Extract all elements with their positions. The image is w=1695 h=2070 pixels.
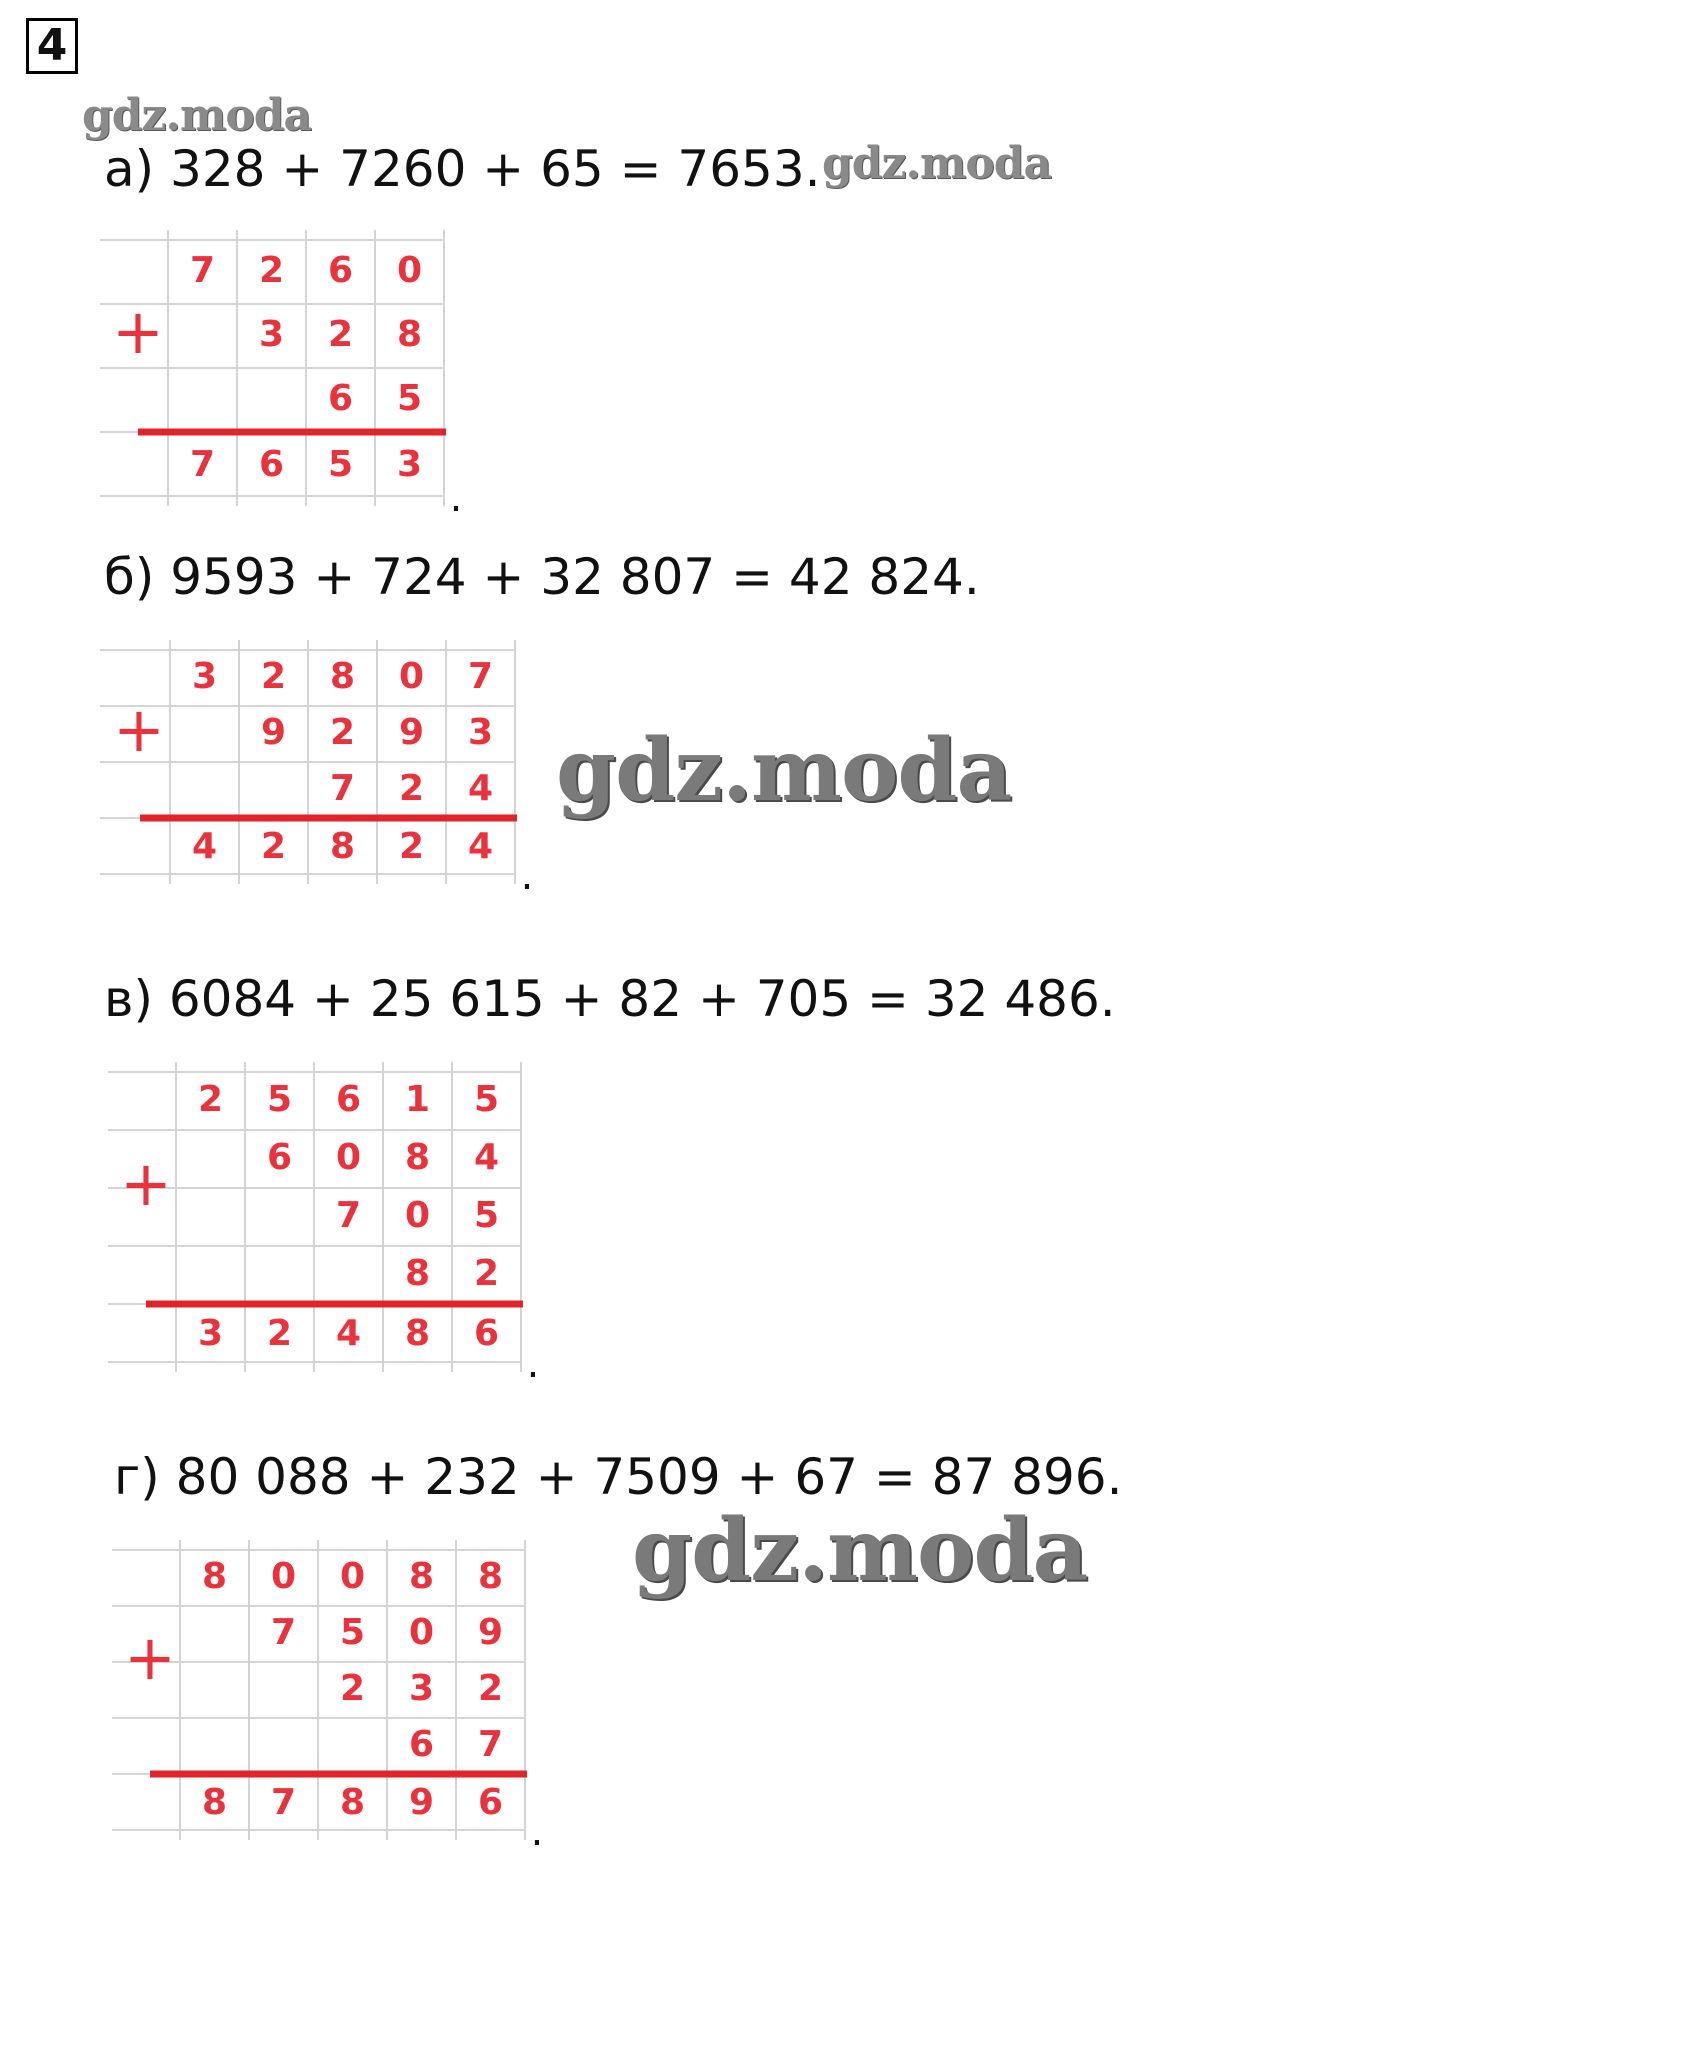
addend-digit: 0 — [404, 1195, 431, 1236]
result-digit: 4 — [467, 826, 494, 867]
addend-digit: 2 — [329, 712, 356, 753]
addend-digit: 6 — [327, 250, 354, 291]
addend-digit: 5 — [473, 1079, 500, 1120]
result-digit: 6 — [477, 1782, 504, 1823]
result-digit: 7 — [189, 444, 216, 485]
addend-digit: 3 — [408, 1668, 435, 1709]
watermark: gdz.moda — [82, 90, 312, 141]
addend-digit: 2 — [197, 1079, 224, 1120]
result-digit: 2 — [260, 826, 287, 867]
addend-digit: 5 — [266, 1079, 293, 1120]
addend-digit: 2 — [258, 250, 285, 291]
addend-digit: 6 — [266, 1137, 293, 1178]
plus-sign: + — [124, 1621, 176, 1695]
addend-digit: 0 — [270, 1556, 297, 1597]
addend-digit: 2 — [327, 314, 354, 355]
watermark: gdz.moda — [632, 1500, 1088, 1601]
addend-digit: 5 — [396, 378, 423, 419]
addend-digit: 8 — [201, 1556, 228, 1597]
addend-digit: 6 — [335, 1079, 362, 1120]
equation-d: г) 80 088 + 232 + 7509 + 67 = 87 896. — [114, 1448, 1123, 1506]
task-number-badge: 4 — [26, 18, 78, 74]
addend-digit: 8 — [329, 656, 356, 697]
addend-digit: 7 — [270, 1612, 297, 1653]
addend-digit: 1 — [404, 1079, 431, 1120]
addend-digit: 7 — [329, 768, 356, 809]
result-digit: 3 — [197, 1313, 224, 1354]
addend-digit: 3 — [467, 712, 494, 753]
result-digit: 8 — [339, 1782, 366, 1823]
equation-b: б) 9593 + 724 + 32 807 = 42 824. — [104, 548, 980, 606]
addend-digit: 2 — [339, 1668, 366, 1709]
result-digit: 7 — [270, 1782, 297, 1823]
watermark: gdz.moda — [556, 720, 1012, 821]
addend-digit: 0 — [398, 656, 425, 697]
plus-sign: + — [112, 295, 164, 369]
plus-sign: + — [120, 1147, 172, 1221]
addend-digit: 8 — [396, 314, 423, 355]
result-digit: 5 — [327, 444, 354, 485]
addition-grid-c — [108, 1062, 608, 1422]
addend-digit: 9 — [260, 712, 287, 753]
trailing-period: . — [520, 853, 534, 899]
addend-digit: 0 — [408, 1612, 435, 1653]
trailing-period: . — [449, 475, 463, 521]
addend-digit: 5 — [339, 1612, 366, 1653]
addition-grid-d — [112, 1540, 652, 1880]
trailing-period: . — [526, 1341, 540, 1387]
addend-digit: 7 — [477, 1724, 504, 1765]
addend-digit: 5 — [473, 1195, 500, 1236]
addend-digit: 0 — [335, 1137, 362, 1178]
result-digit: 2 — [266, 1313, 293, 1354]
addend-digit: 8 — [408, 1556, 435, 1597]
addend-digit: 0 — [339, 1556, 366, 1597]
addend-digit: 8 — [477, 1556, 504, 1597]
addend-digit: 4 — [473, 1137, 500, 1178]
plus-sign: + — [113, 693, 165, 767]
result-digit: 8 — [329, 826, 356, 867]
addition-grid-a — [100, 230, 500, 521]
result-digit: 6 — [258, 444, 285, 485]
addend-digit: 2 — [260, 656, 287, 697]
result-digit: 4 — [191, 826, 218, 867]
addend-digit: 2 — [477, 1668, 504, 1709]
addend-digit: 7 — [189, 250, 216, 291]
addend-digit: 9 — [398, 712, 425, 753]
result-digit: 6 — [473, 1313, 500, 1354]
equation-a: а) 328 + 7260 + 65 = 7653. — [104, 140, 821, 198]
result-digit: 9 — [408, 1782, 435, 1823]
addition-grid-b — [100, 640, 580, 940]
result-digit: 8 — [201, 1782, 228, 1823]
addend-digit: 9 — [477, 1612, 504, 1653]
result-digit: 8 — [404, 1313, 431, 1354]
addend-digit: 8 — [404, 1137, 431, 1178]
addend-digit: 8 — [404, 1253, 431, 1294]
result-digit: 2 — [398, 826, 425, 867]
addend-digit: 3 — [191, 656, 218, 697]
addend-digit: 7 — [335, 1195, 362, 1236]
addend-digit: 6 — [408, 1724, 435, 1765]
addend-digit: 0 — [396, 250, 423, 291]
addend-digit: 4 — [467, 768, 494, 809]
result-digit: 4 — [335, 1313, 362, 1354]
addend-digit: 6 — [327, 378, 354, 419]
addend-digit: 2 — [473, 1253, 500, 1294]
equation-c: в) 6084 + 25 615 + 82 + 705 = 32 486. — [104, 970, 1116, 1028]
trailing-period: . — [530, 1809, 544, 1855]
watermark: gdz.moda — [822, 138, 1052, 189]
result-digit: 3 — [396, 444, 423, 485]
addend-digit: 7 — [467, 656, 494, 697]
addend-digit: 3 — [258, 314, 285, 355]
addend-digit: 2 — [398, 768, 425, 809]
